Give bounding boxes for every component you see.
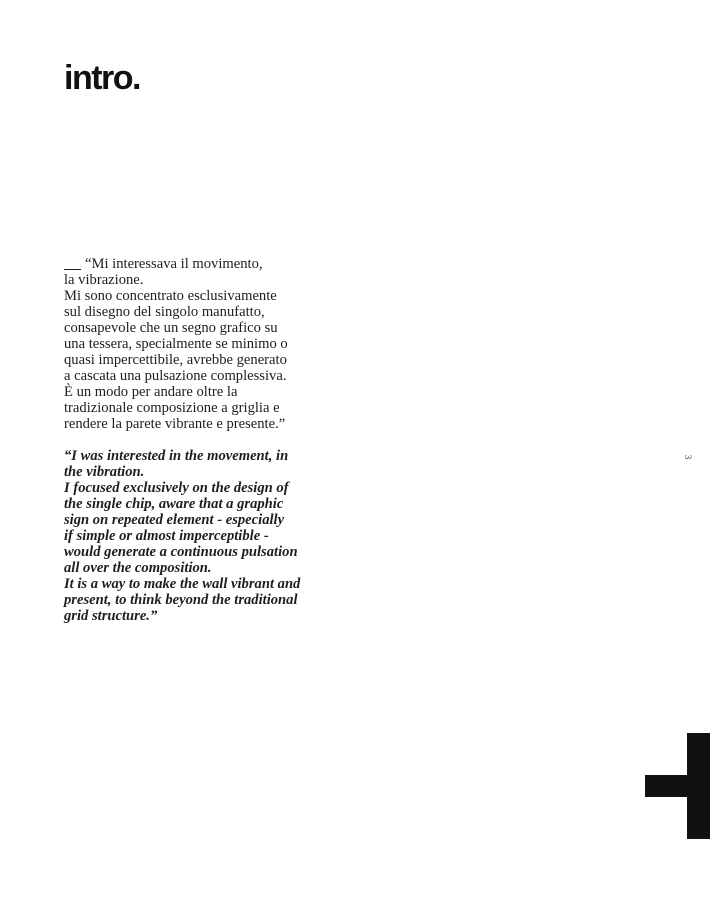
italian-quote [64, 256, 314, 432]
quote-line: “I was interested in the movement, in [64, 448, 289, 464]
quote-line: I focused exclusively on the design of [64, 480, 289, 496]
quote-line: sign on repeated element - especially [64, 512, 285, 528]
quote-line: una tessera, specialmente se minimo o [64, 336, 288, 352]
quote-line: la vibrazione. [64, 272, 144, 288]
quote-line-text: “Mi interessava il movimento, [85, 256, 263, 272]
quote-line: consapevole che un segno grafico su [64, 320, 278, 336]
quote-line: the vibration. [64, 464, 145, 480]
cross-mark-logo [645, 733, 710, 839]
quote-line: rendere la parete vibrante e presente.” [64, 416, 286, 432]
quote-line: all over the composition. [64, 560, 212, 576]
quote-line [64, 256, 314, 272]
quote-line: sul disegno del singolo manufatto, [64, 304, 265, 320]
page-number: 3 [683, 454, 693, 460]
quote-line: grid structure.” [64, 608, 158, 624]
quote-line: It is a way to make the wall vibrant and [64, 576, 301, 592]
quote-line: tradizionale composizione a griglia e [64, 400, 280, 416]
quote-line: would generate a continuous pulsation [64, 544, 298, 560]
quote-line: È un modo per andare oltre la [64, 384, 238, 400]
cross-horizontal-bar [645, 775, 710, 797]
english-quote [64, 448, 314, 624]
quote-line: quasi impercettibile, avrebbe generato [64, 352, 287, 368]
page-title: intro. [64, 59, 140, 97]
dash-rule [64, 269, 81, 270]
quote-line: the single chip, aware that a graphic [64, 496, 284, 512]
quote-line: if simple or almost imperceptible - [64, 528, 269, 544]
quote-line: Mi sono concentrato esclusivamente [64, 288, 277, 304]
quote-line: a cascata una pulsazione complessiva. [64, 368, 287, 384]
quote-line: present, to think beyond the traditional [64, 592, 298, 608]
